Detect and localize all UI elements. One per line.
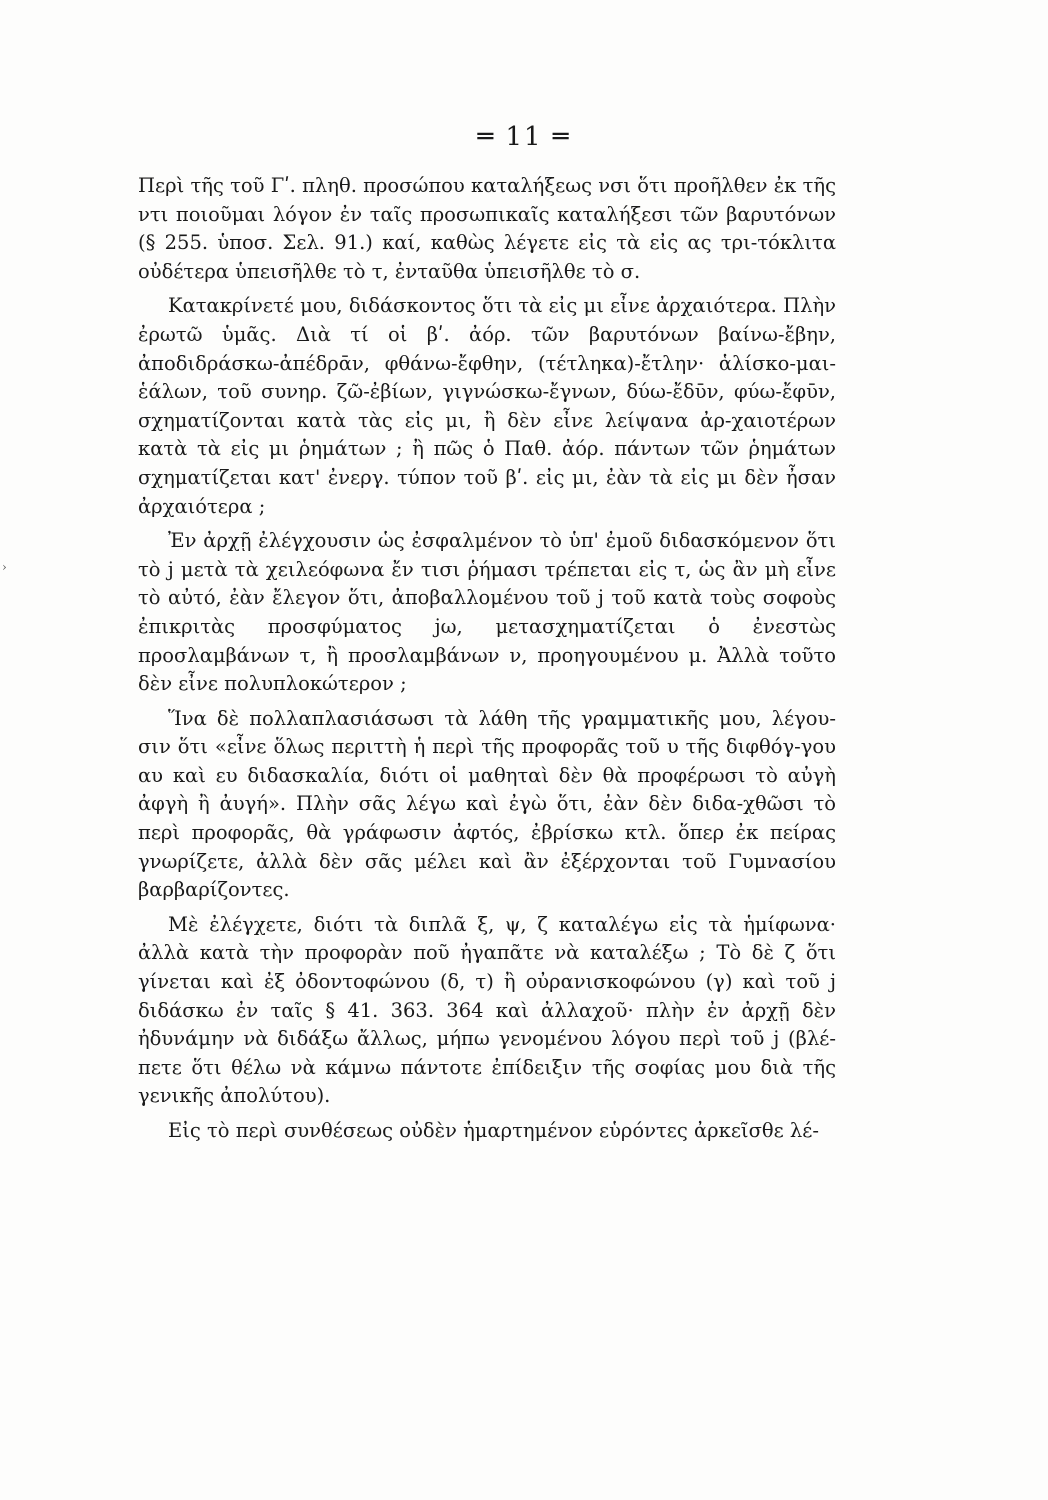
margin-mark: › — [2, 560, 7, 574]
page-number: ═ 11 ═ — [477, 122, 571, 152]
paragraph-1: Περὶ τῆς τοῦ Γʹ. πληθ. προσώπου καταλήξεως νσι ὅτι προῆλθεν ἐκ τῆς ντι ποιοῦμαι λόγον ἐν ταῖς προσωπικαῖς καταλήξεσι τῶν βαρυτόνων (§ 255. ὑποσ. Σελ. 91.) καί, καθὼς λέγετε εἰς τὰ εἰς ας τρι-τόκλιτα οὐδέτερα ὑπεισῆλθε τὸ τ, ἐνταῦθα ὑπεισῆλθε τὸ σ. — [138, 174, 836, 283]
paragraph-4: Ἵνα δὲ πολλαπλασιάσωσι τὰ λάθη τῆς γραμματικῆς μου, λέγου-σιν ὅτι «εἶνε ὅλως περιττὴ ἡ περὶ τῆς προφορᾶς τοῦ υ τῆς διφθόγ-γου αυ καὶ ευ διδασκαλία, διότι οἱ μαθηταὶ δὲν θὰ προφέρωσι τὸ αὐγὴ ἀφγὴ ἢ ἀυγή». Πλὴν σᾶς λέγω καὶ ἐγὼ ὅτι, ἐὰν δὲν διδα-χθῶσι τὸ περὶ προφορᾶς, θὰ γράφωσιν ἀφτός, ἐβρίσκω κτλ. ὅπερ ἐκ πείρας γνωρίζετε, ἀλλὰ δὲν σᾶς μέλει καὶ ἂν ἐξέρχονται τοῦ Γυμνασίου βαρβαρίζοντες. — [138, 706, 836, 902]
paragraph-3: Ἐν ἀρχῇ ἐλέγχουσιν ὡς ἐσφαλμένον τὸ ὑπ' ἐμοῦ διδασκόμενον ὅτι τὸ j μετὰ τὰ χειλεόφωνα ἔν τισι ῥήμασι τρέπεται εἰς τ, ὡς ἂν μὴ εἶνε τὸ αὐτό, ἐὰν ἔλεγον ὅτι, ἀποβαλλομένου τοῦ j τοῦ κατὰ τοὺς σοφοὺς ἐπικριτὰς προσφύματος jω, μετασχηματίζεται ὁ ἐνεστὼς προσλαμβάνων τ, ἢ προσλαμβάνων ν, προηγουμένου μ. Ἀλλὰ τοῦτο δὲν εἶνε πολυπλοκώτερον ; — [138, 529, 836, 696]
paragraph-2: Κατακρίνετέ μου, διδάσκοντος ὅτι τὰ εἰς μι εἶνε ἀρχαιότερα. Πλὴν ἐρωτῶ ὑμᾶς. Διὰ τί οἱ βʹ. ἀόρ. τῶν βαρυτόνων βαίνω-ἔβην, ἀποδιδράσκω-ἀπέδρᾱν, φθάνω-ἔφθην, (τέτληκα)-ἔτλην· ἁλίσκο-μαι-ἑάλων, τοῦ συνηρ. ζῶ-ἐβίων, γιγνώσκω-ἔγνων, δύω-ἔδῡν, φύω-ἔφῡν, σχηματίζονται κατὰ τὰς εἰς μι, ἢ δὲν εἶνε λείψανα ἀρ-χαιοτέρων κατὰ τὰ εἰς μι ῥημάτων ; ἢ πῶς ὁ Παθ. ἀόρ. πάντων τῶν ῥημάτων σχηματίζεται κατ' ἐνεργ. τύπον τοῦ βʹ. εἰς μι, ἐὰν τὰ εἰς μι δὲν ἦσαν ἀρχαιότερα ; — [138, 294, 836, 518]
paragraph-6: Εἰς τὸ περὶ συνθέσεως οὐδὲν ἡμαρτημένον εὑρόντες ἀρκεῖσθε λέ- — [168, 1119, 819, 1142]
body-text — [138, 172, 836, 1152]
paragraph-5: Μὲ ἐλέγχετε, διότι τὰ διπλᾶ ξ, ψ, ζ καταλέγω εἰς τὰ ἡμίφωνα· ἀλλὰ κατὰ τὴν προφορὰν ποῦ ἠγαπᾶτε νὰ καταλέξω ; Τὸ δὲ ζ ὅτι γίνεται καὶ ἐξ ὀδοντοφώνου (δ, τ) ἢ οὐρανισκοφώνου (γ) καὶ τοῦ j διδάσκω ἐν ταῖς § 41. 363. 364 καὶ ἀλλαχοῦ· πλὴν ἐν ἀρχῇ δὲν ἠδυνάμην νὰ διδάξω ἄλλως, μήπω γενομένου λόγου περὶ τοῦ j (βλέ-πετε ὅτι θέλω νὰ κάμνω πάντοτε ἐπίδειξιν τῆς σοφίας μου διὰ τῆς γενικῆς ἀπολύτου). — [138, 912, 836, 1108]
